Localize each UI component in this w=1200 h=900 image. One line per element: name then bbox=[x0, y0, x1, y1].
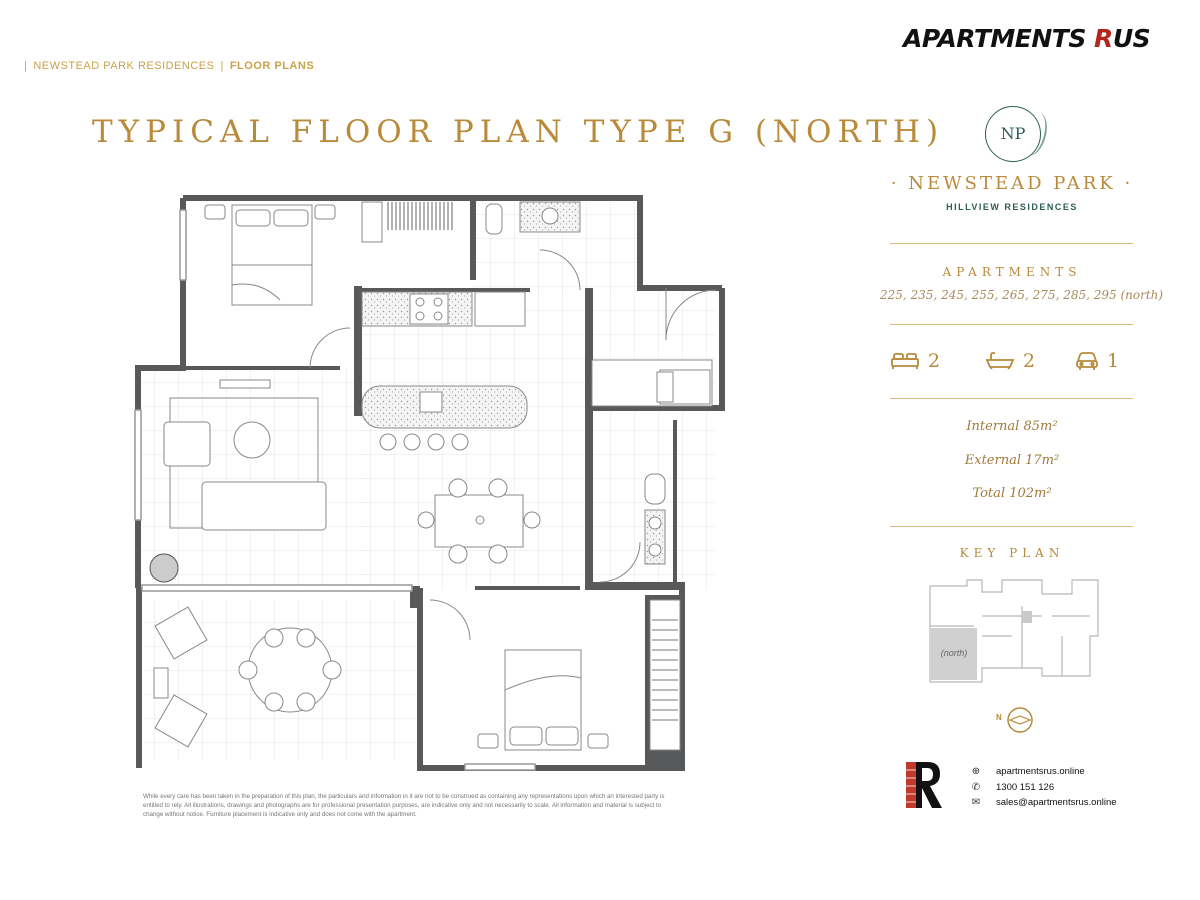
apartments-heading: APARTMENTS bbox=[942, 265, 1082, 279]
breadcrumb-item-floor-plans[interactable]: FLOOR PLANS bbox=[229, 60, 315, 72]
compass-icon bbox=[1006, 706, 1034, 734]
email-link[interactable]: sales@apartmentsrus.online bbox=[996, 797, 1117, 808]
contact-phone[interactable] bbox=[970, 782, 1054, 793]
page-title: TYPICAL FLOOR PLAN TYPE G (NORTH) bbox=[92, 114, 945, 150]
globe-icon: ⊕ bbox=[971, 766, 981, 777]
contact-website[interactable] bbox=[970, 766, 1085, 777]
bedrooms-feature bbox=[890, 346, 940, 376]
project-subtitle: HILLVIEW RESIDENCES bbox=[946, 202, 1078, 212]
key-plan bbox=[922, 576, 1104, 688]
apartment-numbers: 225, 235, 245, 255, 265, 275, 285, 295 (north) bbox=[880, 288, 1164, 302]
bedrooms-count: 2 bbox=[928, 350, 941, 372]
car-spaces-count: 1 bbox=[1107, 350, 1120, 372]
bathrooms-feature bbox=[985, 346, 1035, 376]
divider bbox=[890, 324, 1133, 325]
phone-number[interactable]: 1300 151 126 bbox=[996, 782, 1055, 793]
contact-email[interactable] bbox=[970, 797, 1117, 808]
disclaimer-text: While every care has been taken in the preparation of this plan, the particulars and information in it are not to be construed as containing any representations upon which an interested party is entitled to rely. All illustrations, drawings and photographs are for professional presentation purposes, are indicative only and not necessarily to scale. All information and material is subject to change without notice. Furniture placement is indicative only and does not come with the apartment. bbox=[143, 793, 665, 818]
breadcrumb: | NEWSTEAD PARK RESIDENCES | FLOOR PLANS bbox=[24, 60, 315, 72]
bed-icon bbox=[890, 351, 920, 371]
divider bbox=[890, 243, 1133, 244]
brand-logo: APARTMENTS RUS bbox=[903, 24, 1151, 53]
bath-icon bbox=[985, 351, 1015, 371]
external-area: External 17m² bbox=[964, 453, 1060, 468]
car-icon bbox=[1075, 351, 1099, 371]
total-area: Total 102m² bbox=[972, 486, 1052, 501]
car-spaces-feature bbox=[1075, 346, 1119, 376]
divider bbox=[890, 398, 1133, 399]
website-link[interactable]: apartmentsrus.online bbox=[996, 766, 1085, 777]
phone-icon: ✆ bbox=[971, 782, 981, 793]
np-monogram-logo: NP bbox=[985, 106, 1041, 162]
divider bbox=[890, 526, 1133, 527]
breadcrumb-item-residences[interactable]: NEWSTEAD PARK RESIDENCES bbox=[33, 60, 215, 72]
bathrooms-count: 2 bbox=[1023, 350, 1036, 372]
internal-area: Internal 85m² bbox=[966, 419, 1058, 434]
key-plan-north-label: (north) bbox=[940, 648, 968, 658]
project-name: · NEWSTEAD PARK · bbox=[890, 173, 1134, 194]
key-plan-heading: KEY PLAN bbox=[959, 546, 1065, 560]
r-brand-logo bbox=[906, 762, 942, 808]
compass-north-label: N bbox=[996, 713, 1002, 722]
floor-plan bbox=[130, 190, 740, 780]
mail-icon: ✉ bbox=[971, 797, 981, 808]
